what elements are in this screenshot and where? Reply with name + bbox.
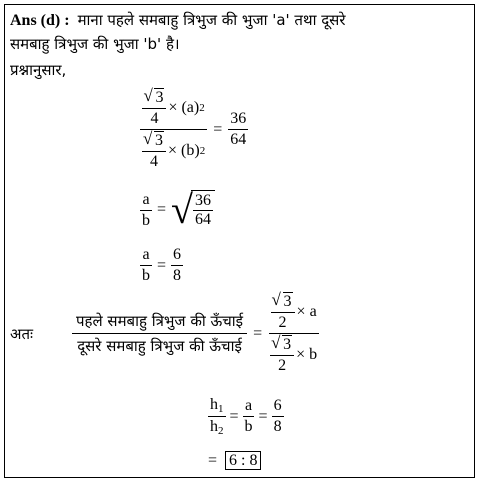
eq2-b: b xyxy=(142,211,150,229)
result-box: 6 : 8 xyxy=(225,451,261,470)
rhs-36: 36 xyxy=(228,110,248,130)
eq5-b: b xyxy=(244,418,253,435)
sqrt-sign: √ xyxy=(171,187,193,232)
equation-ab-sqrt xyxy=(140,187,215,232)
h2-sub: 2 xyxy=(218,425,224,437)
intro-text-1: माना पहले समबाहु त्रिभुज की भुजा 'a' तथा दूसरे xyxy=(77,11,346,29)
equation-area-ratio xyxy=(140,88,248,171)
equals-3: = xyxy=(157,256,167,274)
eq2-a: a xyxy=(140,191,151,211)
equation-h-ratio xyxy=(208,396,284,437)
eq5-8: 8 xyxy=(273,418,282,435)
sqrt3-num: 3 xyxy=(155,89,164,106)
eq5-a: a xyxy=(243,397,254,417)
four-num: 4 xyxy=(150,110,159,127)
height-first: पहले समबाहु त्रिभुज की ऊँचाई xyxy=(72,311,247,334)
answer-label: Ans (d) : xyxy=(10,12,70,29)
eq4-two-num: 2 xyxy=(278,314,287,331)
equals-5a: = xyxy=(229,407,239,425)
equals-6: = xyxy=(208,452,218,469)
eq2-36: 36 xyxy=(194,192,211,209)
h1-h: h xyxy=(210,396,218,413)
eq3-b: b xyxy=(142,267,150,284)
equals-1: = xyxy=(213,120,223,138)
sqrt3-den: 3 xyxy=(155,132,163,149)
equation-height-ratio xyxy=(72,292,319,375)
square-b: 2 xyxy=(199,145,206,157)
intro-text-2: समबाहु त्रिभुज की भुजा 'b' है। xyxy=(10,35,180,53)
answer-line-1 xyxy=(10,10,345,30)
eq3-8: 8 xyxy=(173,267,182,284)
h1-sub: 1 xyxy=(218,403,224,415)
eq4-two-den: 2 xyxy=(278,357,287,374)
eq5-6: 6 xyxy=(272,397,284,417)
rhs-64: 64 xyxy=(230,131,247,148)
square-a: 2 xyxy=(199,102,205,114)
therefore-text: अतः xyxy=(10,325,34,343)
according-to-question: प्रश्नानुसार, xyxy=(10,61,67,79)
times-a: × (a) xyxy=(168,99,200,116)
equals-2: = xyxy=(157,201,167,218)
times-b: × (b) xyxy=(168,142,200,159)
h2-h: h xyxy=(210,418,218,435)
equals-5b: = xyxy=(258,407,268,425)
eq3-6: 6 xyxy=(171,246,183,266)
eq3-a: a xyxy=(140,246,151,266)
eq4-sqrt3-num: 3 xyxy=(283,293,292,310)
four-den: 4 xyxy=(150,153,158,170)
equation-ab-ratio xyxy=(140,246,183,285)
eq4-sqrt3-den: 3 xyxy=(283,336,292,353)
eq2-64: 64 xyxy=(194,211,211,228)
eq4-times-a: × a xyxy=(296,303,317,320)
eq4-times-b: × b xyxy=(296,346,318,363)
equals-4: = xyxy=(253,324,263,342)
height-second: दूसरे समबाहु त्रिभुज की ऊँचाई xyxy=(77,337,242,355)
final-answer xyxy=(208,452,261,470)
